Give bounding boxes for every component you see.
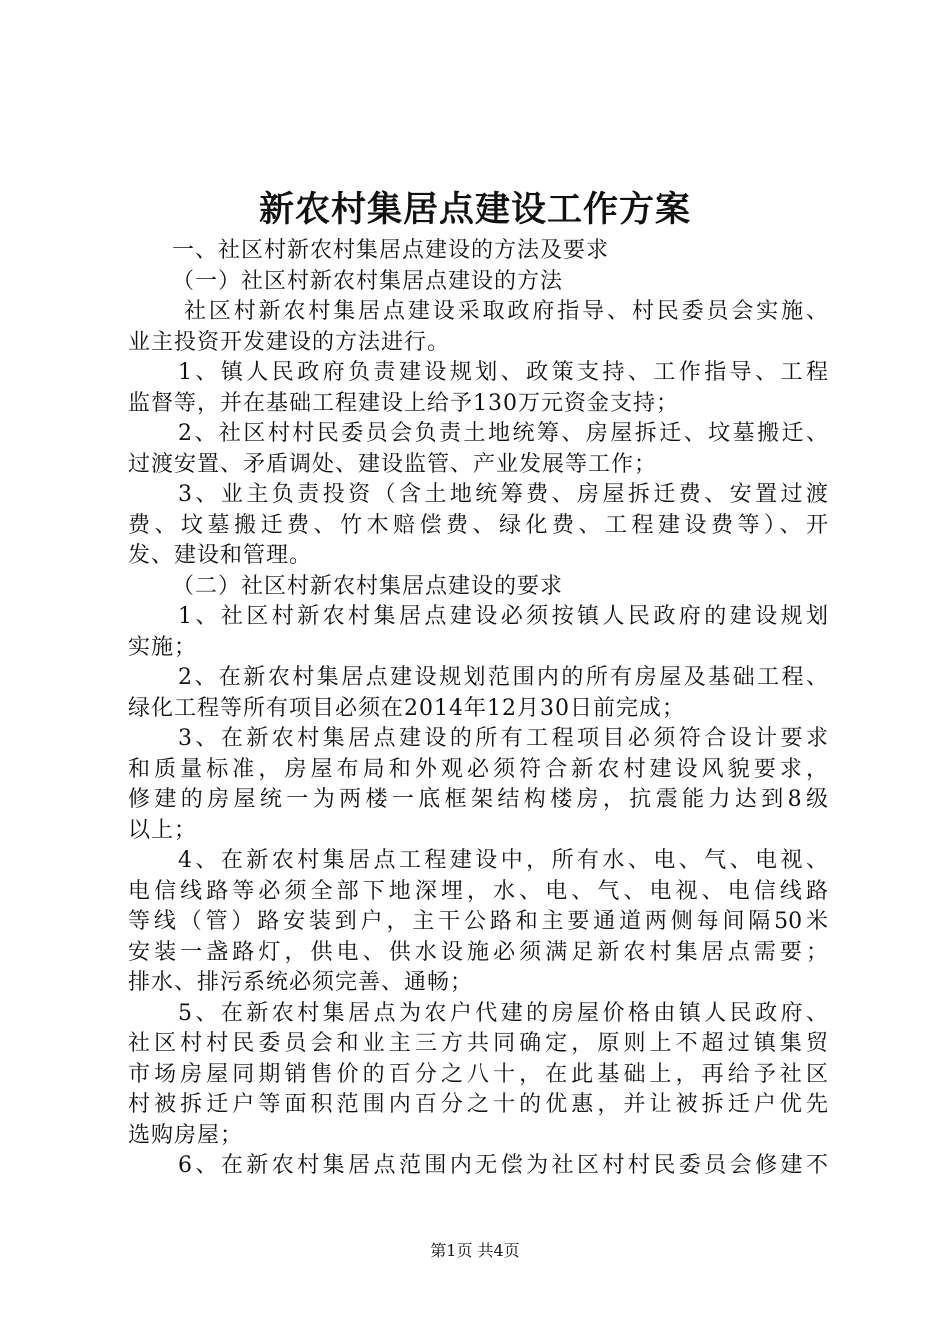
- paragraph-line: 2、社区村村民委员会负责土地统筹、房屋拆迁、坟墓搬迁、: [178, 421, 828, 446]
- paragraph-line: 2、在新农村集居点建设规划范围内的所有房屋及基础工程、: [178, 665, 828, 690]
- paragraph-line: 电信线路等必须全部下地深埋，水、电、气、电视、电信线路: [128, 878, 828, 904]
- paragraph-line: 费、坟墓搬迁费、竹木赔偿费、绿化费、工程建设费等）、开: [128, 512, 828, 538]
- paragraph-line: 村被拆迁户等面积范围内百分之十的优惠，并让被拆迁户优先: [128, 1092, 828, 1117]
- paragraph-line: 1、社区村新农村集居点建设必须按镇人民政府的建设规划: [178, 604, 828, 629]
- paragraph-line: （二）社区村新农村集居点建设的要求: [172, 573, 564, 599]
- paragraph-line: 发、建设和管理。: [128, 543, 313, 568]
- paragraph-line: 选购房屋；: [128, 1122, 244, 1148]
- paragraph-line: 3、在新农村集居点建设的所有工程项目必须符合设计要求: [178, 726, 828, 751]
- paragraph-line: 排水、排污系统必须完善、通畅；: [128, 970, 474, 995]
- paragraph-line: 等线（管）路安装到户，主干公路和主要通道两侧每间隔50米: [128, 909, 828, 934]
- document-body: [128, 236, 828, 1182]
- paragraph-line: 实施；: [128, 634, 198, 660]
- paragraph-line: 社区村村民委员会和业主三方共同确定，原则上不超过镇集贸: [128, 1031, 828, 1056]
- paragraph-line: 和质量标准，房屋布局和外观必须符合新农村建设风貌要求，: [128, 756, 828, 782]
- paragraph-line: 3、业主负责投资（含土地统筹费、房屋拆迁费、安置过渡: [178, 482, 828, 507]
- page-footer: 第1页 共4页: [430, 1241, 520, 1260]
- paragraph-line: 以上；: [128, 817, 198, 843]
- paragraph-line: 4、在新农村集居点工程建设中，所有水、电、气、电视、: [178, 848, 828, 873]
- paragraph-line: 修建的房屋统一为两楼一底框架结构楼房，抗震能力达到8级: [128, 787, 828, 812]
- paragraph-line: 监督等，并在基础工程建设上给予130万元资金支持；: [128, 390, 679, 416]
- paragraph-line: 6、在新农村集居点范围内无偿为社区村村民委员会修建不: [178, 1153, 828, 1178]
- paragraph-line: 绿化工程等所有项目必须在2014年12月30日前完成；: [128, 695, 685, 721]
- paragraph-line: 1、镇人民政府负责建设规划、政策支持、工作指导、工程: [178, 360, 828, 385]
- paragraph-line: 社区村新农村集居点建设采取政府指导、村民委员会实施、: [184, 299, 828, 324]
- paragraph-line: 市场房屋同期销售价的百分之八十，在此基础上，再给予社区: [128, 1061, 828, 1087]
- paragraph-line: 5、在新农村集居点为农户代建的房屋价格由镇人民政府、: [178, 1000, 828, 1026]
- paragraph-line: 过渡安置、矛盾调处、建设监管、产业发展等工作；: [128, 451, 658, 477]
- paragraph-line: 业主投资开发建设的方法进行。: [128, 329, 451, 355]
- paragraph-line: （一）社区村新农村集居点建设的方法: [172, 268, 564, 294]
- paragraph-line: 一、社区村新农村集居点建设的方法及要求: [172, 238, 610, 263]
- paragraph-line: 安装一盏路灯，供电、供水设施必须满足新农村集居点需要；: [128, 939, 828, 965]
- document-title: 新农村集居点建设工作方案: [258, 189, 691, 230]
